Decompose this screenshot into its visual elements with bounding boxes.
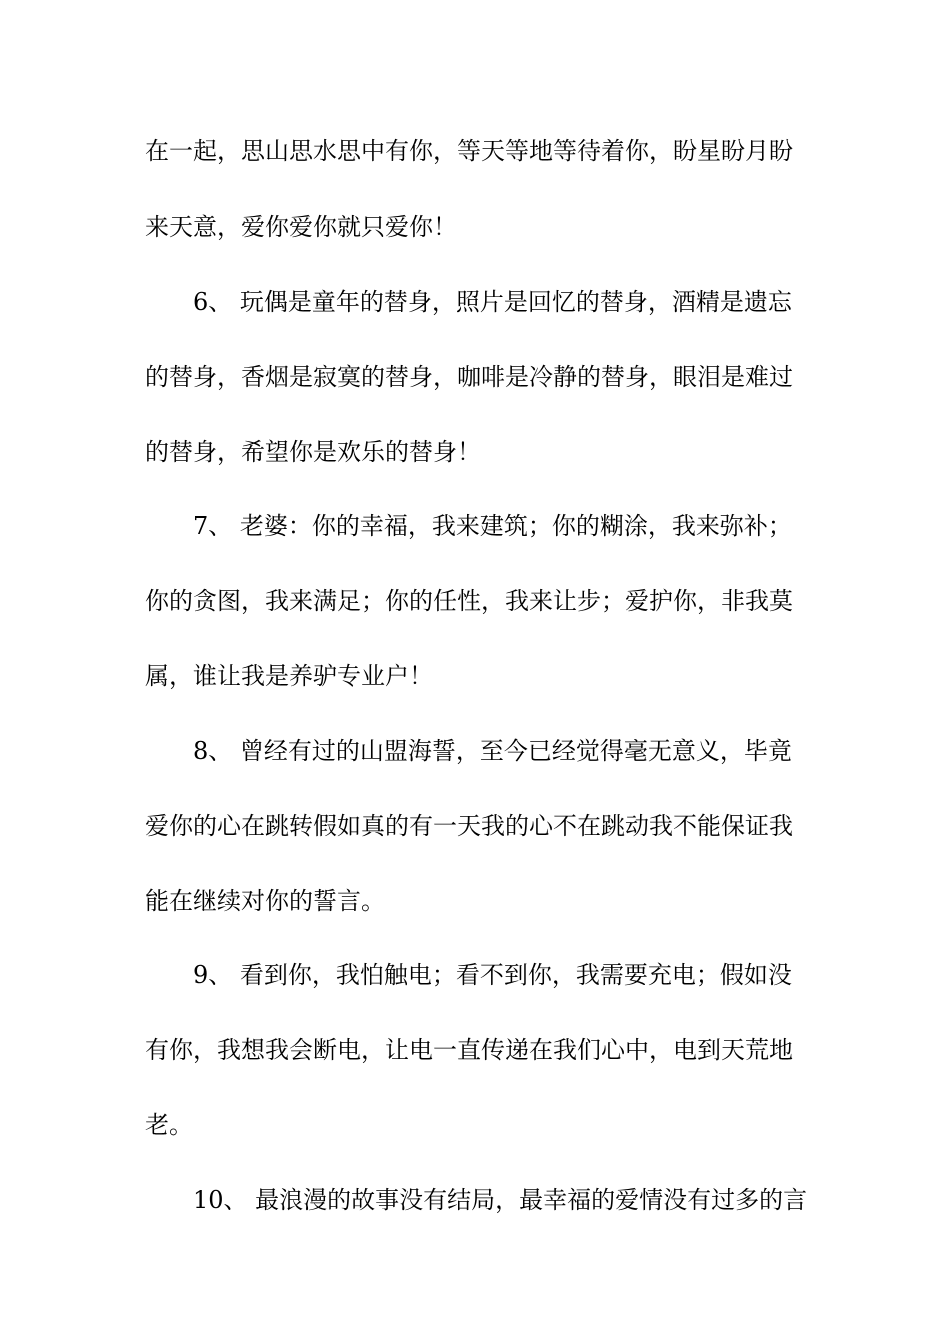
text-line: 爱你的心在跳转假如真的有一天我的心不在跳动我不能保证我 xyxy=(145,812,793,840)
list-item-6-start: 6、 玩偶是童年的替身，照片是回忆的替身，酒精是遗忘 xyxy=(193,288,792,316)
text-line: 在一起，思山思水思中有你，等天等地等待着你，盼星盼月盼 xyxy=(145,137,793,165)
list-item-10-start: 10、 最浪漫的故事没有结局，最幸福的爱情没有过多的言 xyxy=(193,1186,808,1214)
list-item-8-start: 8、 曾经有过的山盟海誓，至今已经觉得毫无意义，毕竟 xyxy=(193,737,792,765)
text-line: 能在继续对你的誓言。 xyxy=(145,887,385,915)
text-line: 来天意，爱你爱你就只爱你！ xyxy=(145,213,457,241)
text-line: 的替身，希望你是欢乐的替身！ xyxy=(145,438,481,466)
list-item-9-start: 9、 看到你，我怕触电；看不到你，我需要充电；假如没 xyxy=(193,961,792,989)
text-line: 老。 xyxy=(145,1111,193,1139)
text-line: 属，谁让我是养驴专业户！ xyxy=(145,662,433,690)
list-item-7-start: 7、 老婆：你的幸福，我来建筑；你的糊涂，我来弥补； xyxy=(193,512,792,540)
text-line: 的替身，香烟是寂寞的替身，咖啡是冷静的替身，眼泪是难过 xyxy=(145,363,793,391)
text-line: 有你，我想我会断电，让电一直传递在我们心中，电到天荒地 xyxy=(145,1036,793,1064)
text-line: 你的贪图，我来满足；你的任性，我来让步；爱护你，非我莫 xyxy=(145,587,793,615)
